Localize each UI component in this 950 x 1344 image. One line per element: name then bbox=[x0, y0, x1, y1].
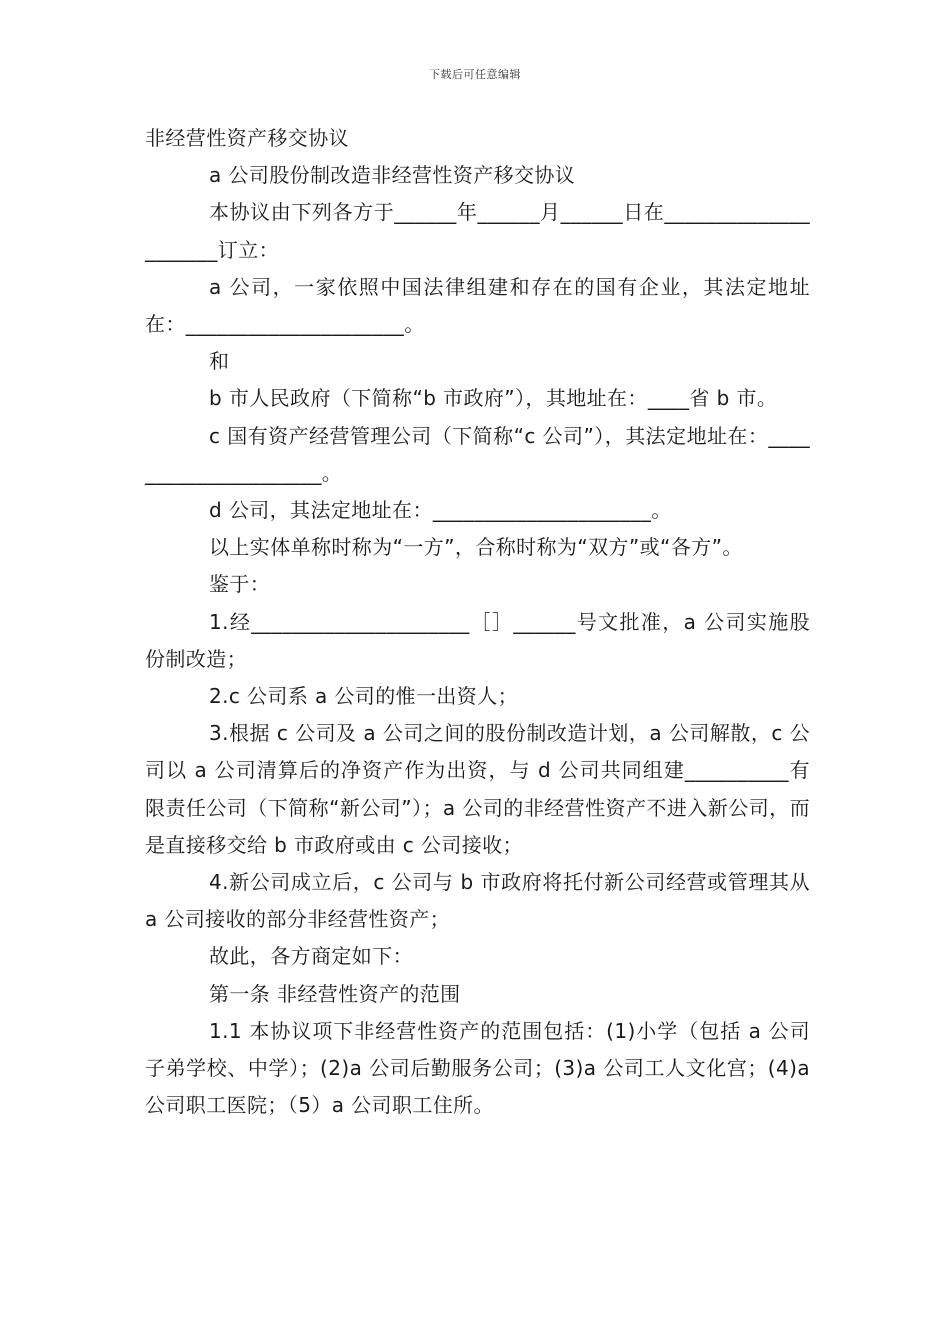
recital-2: 2.c 公司系 a 公司的惟一出资人； bbox=[209, 684, 519, 709]
paragraph-party-d: d 公司，其法定地址在：_____________________。 bbox=[209, 498, 672, 523]
paragraph-and: 和 bbox=[209, 349, 230, 374]
recital-3: 3.根据 c 公司及 a 公司之间的股份制改造计划，a 公司解散，c 公司以 a 公司清算后的净资产作为出资，与 d 公司共同组建__________有限责任公司（下简称“新公司”）；a 公司的非经营性资产不进入新公司，而是直接移交给 b 市政府或由 c 公司接收； bbox=[145, 721, 810, 857]
paragraph-definitions: 以上实体单称时称为“一方”，合称时称为“双方”或“各方”。 bbox=[209, 535, 743, 560]
clause-1-1: 1.1 本协议项下非经营性资产的范围包括：(1)小学（包括 a 公司子弟学校、中学）；(2)a 公司后勤服务公司；(3)a 公司工人文化宫；(4)a 公司职工医院；（5）a 公司职工住所。 bbox=[145, 1018, 810, 1118]
recital-4: 4.新公司成立后，c 公司与 b 市政府将托付新公司经营或管理其从 a 公司接收的部分非经营性资产； bbox=[145, 870, 810, 932]
recital-1: 1.经_____________________［］______号文批准，a 公司实施股份制改造； bbox=[145, 609, 810, 671]
document-body bbox=[145, 120, 810, 1124]
paragraph-agreed: 故此，各方商定如下： bbox=[209, 944, 413, 969]
article-1-heading: 第一条 非经营性资产的范围 bbox=[209, 981, 461, 1006]
paragraph-party-a: a 公司，一家依照中国法律组建和存在的国有企业，其法定地址在：_____________________。 bbox=[145, 274, 810, 337]
paragraph-whereas: 鉴于： bbox=[209, 572, 271, 597]
paragraph-party-b: b 市人民政府（下简称“b 市政府”），其地址在：____省 b 市。 bbox=[209, 386, 778, 411]
paragraph-party-c: c 国有资产经营管理公司（下简称“c 公司”），其法定地址在：_____________________。 bbox=[145, 423, 810, 485]
paragraph-signing-date: 本协议由下列各方于______年______月______日在_____________________订立： bbox=[145, 200, 810, 262]
document-title: 非经营性资产移交协议 bbox=[145, 126, 349, 150]
header-note: 下载后可任意编辑 bbox=[429, 68, 521, 81]
agreement-subtitle: a 公司股份制改造非经营性资产移交协议 bbox=[209, 163, 576, 188]
